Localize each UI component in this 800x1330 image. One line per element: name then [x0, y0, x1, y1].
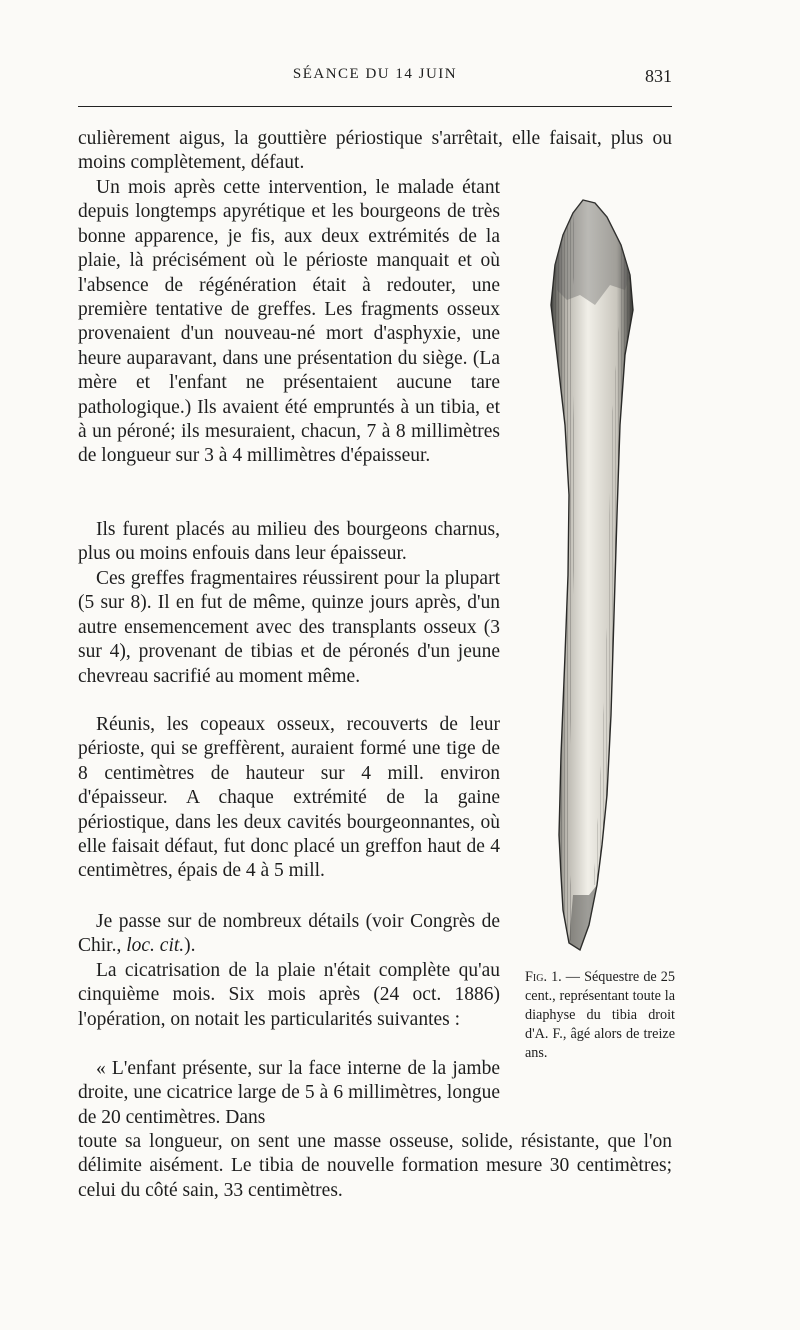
bone-sequestrum-illustration: [525, 195, 650, 960]
paragraph-greffes: Un mois après cette intervention, le malade étant depuis longtemps apyrétique et les bourgeons de très bonne apparence, je fis, aux deux extrémités de la plaie, là précisément où le périoste manquait et où l'absence de régénération était à redouter, une première tentative de greffes. Les fragments osseux provenaient d'un nouveau-né mort d'asphyxie, une heure auparavant, dans une présentation du siège. (La mère et l'enfant ne présentaient aucune tare pathologique.) Ils avaient été empruntés à un tibia, et à un péroné; ils mesuraient, chacun, 7 à 8 millimètres de longueur sur 3 à 4 millimètres d'épaisseur.: [78, 177, 500, 467]
page-header: [78, 66, 672, 94]
paragraph-enfant: « L'enfant présente, sur la face interne de la jambe droite, une cicatrice large de 5 à 6 millimètres, longue de 20 centimètres. Dans: [78, 1058, 500, 1128]
header-rule: [78, 106, 672, 107]
figure-label: Fig. 1.: [525, 969, 562, 985]
figure-caption: [525, 968, 675, 1063]
paragraph-tibia: toute sa longueur, on sent une masse osseuse, solide, résistante, que l'on délimite aisément. Le tibia de nouvelle formation mesure 30 centimètres; celui du côté sain, 33 centimètres.: [78, 1131, 672, 1201]
paragraph-ensemencement: Ces greffes fragmentaires réussirent pour la plupart (5 sur 8). Il en fut de même, quinze jours après, d'un autre ensemencement avec des transplants osseux (3 sur 4), provenant de tibias et de péronés d'un jeune chevreau sacrifié au moment même.: [78, 568, 500, 687]
paragraph-bourgeons: Ils furent placés au milieu des bourgeons charnus, plus ou moins enfouis dans leur épaisseur.: [78, 519, 500, 565]
paragraph-details: [78, 910, 500, 959]
details-end: ).: [184, 935, 196, 957]
running-head: SÉANCE DU 14 JUIN: [292, 66, 458, 82]
paragraph-copeaux: Réunis, les copeaux osseux, recouverts de leur périoste, qui se greffèrent, auraient formé une tige de 8 centimètres de hauteur sur 4 mill. environ d'épaisseur. A chaque extrémité de la gaine périostique, dans les deux cavités bourgeonnantes, où elle faisait défaut, fut donc placé un greffon haut de 4 centimètres, épais de 4 à 5 mill.: [78, 714, 500, 882]
paragraph-cicatrisation: La cicatrisation de la plaie n'était complète qu'au cinquième mois. Six mois après (24 oct. 1886) l'opération, on notait les particularités suivantes :: [78, 960, 500, 1030]
details-text: Je passe sur de nombreux détails (voir Congrès de Chir.,: [78, 911, 500, 957]
paragraph-continuation: culièrement aigus, la gouttière périostique s'arrêtait, elle faisait, plus ou moins complètement, défaut.: [78, 128, 672, 174]
page-number: 831: [645, 66, 672, 86]
figure-caption-text: — Séquestre de 25 cent., représentant toute la diaphyse du tibia droit d'A. F., âgé alors de treize ans.: [525, 969, 675, 1061]
loc-cit: loc. cit.: [126, 935, 185, 957]
